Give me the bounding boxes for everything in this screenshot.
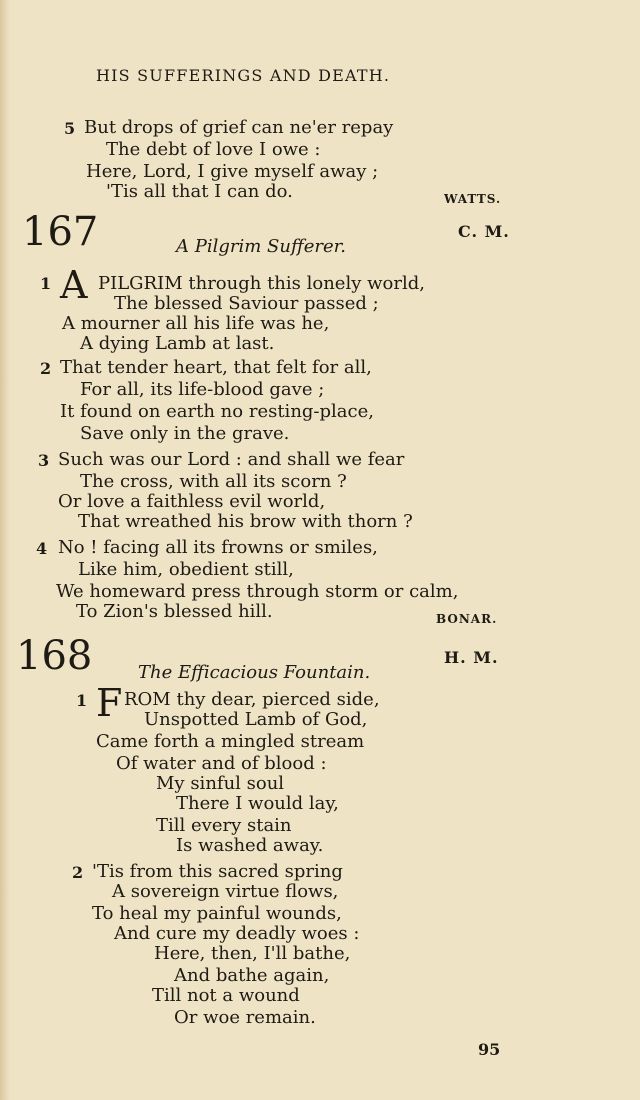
page-number: 95 — [478, 1040, 501, 1059]
verse-line: Or love a faithless evil world, — [58, 491, 326, 512]
hymn-meter: H. M. — [444, 648, 499, 667]
verse-line: We homeward press through storm or calm, — [56, 581, 459, 602]
running-header: HIS SUFFERINGS AND DEATH. — [96, 66, 391, 85]
verse-number: 2 — [72, 863, 84, 882]
verse-line: It found on earth no resting-place, — [60, 401, 374, 422]
verse-number: 4 — [36, 539, 48, 558]
verse-line: That tender heart, that felt for all, — [60, 357, 372, 378]
hymn-meter: C. M. — [458, 222, 510, 241]
drop-cap: A — [60, 263, 88, 307]
verse-line: To Zion's blessed hill. — [76, 601, 273, 622]
verse-line: Here, Lord, I give myself away ; — [86, 161, 379, 182]
verse-line: But drops of grief can ne'er repay — [84, 117, 394, 138]
verse-number: 3 — [38, 451, 50, 470]
verse-line: The cross, with all its scorn ? — [80, 471, 347, 492]
verse-line: Unspotted Lamb of God, — [144, 709, 368, 730]
verse-line: Or woe remain. — [174, 1007, 316, 1028]
verse-line: Save only in the grave. — [80, 423, 290, 444]
verse-line: A mourner all his life was he, — [62, 313, 330, 334]
verse-line: Till not a wound — [152, 985, 300, 1006]
drop-cap: F — [96, 681, 123, 725]
verse-number: 5 — [64, 119, 76, 138]
verse-line: My sinful soul — [156, 773, 285, 794]
verse-line: No ! facing all its frowns or smiles, — [58, 537, 378, 558]
hymn-author: WATTS. — [444, 192, 502, 206]
verse-line: 'Tis from this sacred spring — [92, 861, 343, 882]
verse-line: Till every stain — [156, 815, 292, 836]
verse-line: And cure my deadly woes : — [114, 923, 360, 944]
verse-line: To heal my painful wounds, — [92, 903, 342, 924]
hymn-number: 167 — [22, 209, 99, 255]
hymn-number: 168 — [16, 633, 93, 679]
verse-line: The blessed Saviour passed ; — [114, 293, 379, 314]
verse-line: ROM thy dear, pierced side, — [124, 689, 380, 710]
hymn-title: The Efficacious Fountain. — [138, 662, 371, 683]
verse-line: The debt of love I owe : — [106, 139, 321, 160]
verse-number: 1 — [40, 274, 52, 293]
verse-line: A sovereign virtue flows, — [112, 881, 339, 902]
verse-line: Came forth a mingled stream — [96, 731, 365, 752]
verse-line: That wreathed his brow with thorn ? — [78, 511, 413, 532]
verse-line: There I would lay, — [176, 793, 339, 814]
verse-line: Here, then, I'll bathe, — [154, 943, 351, 964]
hymn-title: A Pilgrim Sufferer. — [176, 236, 346, 257]
verse-line: A dying Lamb at last. — [80, 333, 275, 354]
verse-line: For all, its life-blood gave ; — [80, 379, 325, 400]
verse-line: Of water and of blood : — [116, 753, 327, 774]
verse-line: Is washed away. — [176, 835, 324, 856]
verse-line: Like him, obedient still, — [78, 559, 294, 580]
verse-line: And bathe again, — [174, 965, 330, 986]
verse-number: 1 — [76, 691, 88, 710]
verse-line: 'Tis all that I can do. — [106, 181, 293, 202]
verse-line: PILGRIM through this lonely world, — [98, 273, 425, 294]
verse-number: 2 — [40, 359, 52, 378]
hymn-author: BONAR. — [436, 612, 498, 626]
verse-line: Such was our Lord : and shall we fear — [58, 449, 405, 470]
page-spine-shadow — [0, 0, 10, 1100]
